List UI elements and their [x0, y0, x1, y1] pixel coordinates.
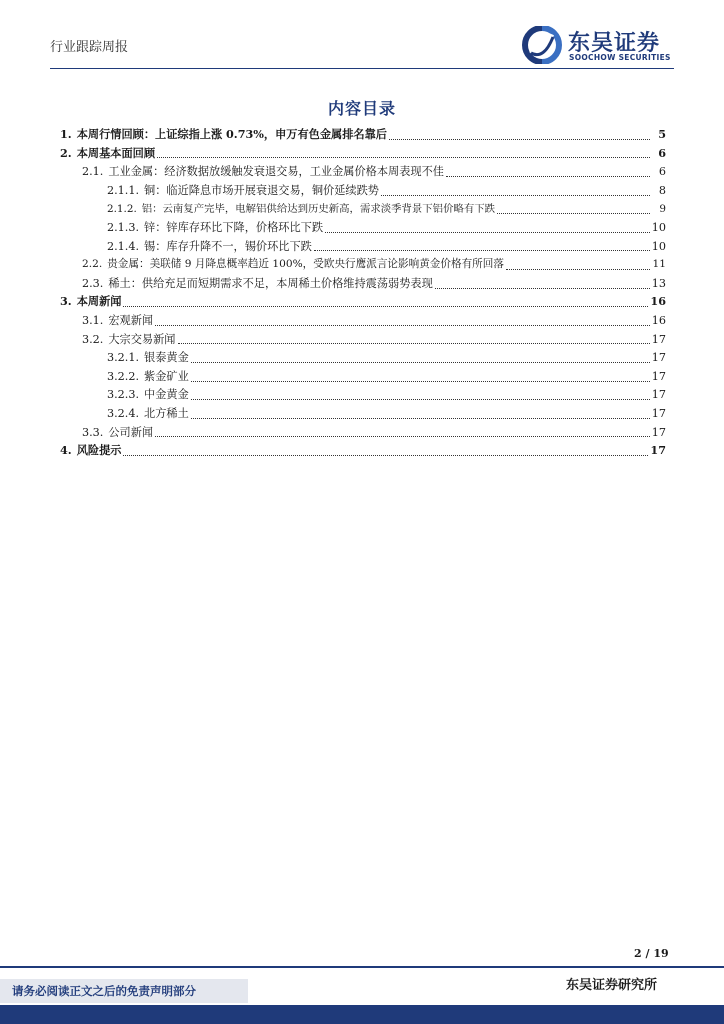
- disclaimer-text: 请务必阅读正文之后的免责声明部分: [12, 984, 196, 998]
- toc-entry[interactable]: [60, 293, 666, 312]
- toc-entry-title: 铜：临近降息市场开展衰退交易，铜价延续跌势: [144, 183, 379, 197]
- toc-entry-page: 13: [651, 276, 666, 290]
- toc-entry-number: 2.: [60, 145, 72, 160]
- toc-dot-leader: [178, 343, 650, 344]
- toc-entry[interactable]: [60, 126, 666, 145]
- toc-entry-page: 17: [651, 388, 666, 402]
- toc-entry-page: 16: [650, 294, 666, 309]
- toc-dot-leader: [191, 418, 650, 419]
- footer-band: [0, 1005, 724, 1024]
- toc-dot-leader: [191, 399, 650, 400]
- toc-entry[interactable]: [60, 238, 666, 257]
- toc-entry[interactable]: [60, 368, 666, 387]
- toc-entry[interactable]: [60, 145, 666, 164]
- toc-entry-number: 2.2.: [82, 258, 103, 271]
- toc-entry-title: 宏观新闻: [108, 313, 154, 327]
- toc-entry-title: 稀土：供给充足而短期需求不足，本周稀土价格维持震荡弱势表现: [108, 276, 433, 290]
- toc-entry-number: 2.1.2.: [107, 203, 137, 216]
- toc-entry[interactable]: [60, 424, 666, 443]
- toc-entry-number: 3.2.2.: [107, 369, 140, 383]
- company-logo: [522, 26, 682, 66]
- toc-entry-title: 本周基本面回顾: [76, 145, 156, 160]
- toc-entry-title: 本周行情回顾：上证综指上涨 0.73%，申万有色金属排名靠后: [76, 127, 387, 141]
- toc-dot-leader: [314, 250, 650, 251]
- disclaimer-banner: [0, 979, 248, 1003]
- toc-entry-number: 3.2.1.: [107, 351, 140, 365]
- toc-entry-number: 2.1.: [82, 165, 104, 179]
- logo-chinese-name: 东吴证券: [568, 31, 661, 56]
- toc-dot-leader: [381, 195, 650, 196]
- footer-divider: [0, 966, 724, 968]
- document-type-label: 行业跟踪周报: [50, 40, 129, 55]
- toc-dot-leader: [325, 232, 650, 233]
- toc-entry[interactable]: [60, 256, 666, 275]
- toc-entry-title: 风险提示: [76, 443, 122, 458]
- toc-dot-leader: [435, 288, 650, 289]
- table-of-contents: [60, 126, 666, 461]
- toc-entry-page: 17: [650, 443, 666, 458]
- toc-entry-page: 6: [658, 145, 666, 160]
- toc-entry[interactable]: [60, 163, 666, 182]
- toc-entry-number: 2.3.: [82, 276, 104, 290]
- toc-entry-number: 3.: [60, 294, 72, 309]
- toc-entry-title: 公司新闻: [108, 425, 154, 439]
- toc-entry-title: 紫金矿业: [144, 369, 189, 383]
- toc-entry-page: 8: [658, 183, 666, 197]
- logo-english-name: SOOCHOW SECURITIES: [569, 53, 671, 62]
- toc-entry-title: 中金黄金: [144, 388, 189, 402]
- toc-entry[interactable]: [60, 200, 666, 219]
- toc-entry-number: 2.1.3.: [107, 220, 140, 234]
- toc-entry-page: 9: [659, 203, 666, 216]
- toc-entry-title: 锌：锌库存环比下降，价格环比下跌: [144, 220, 324, 234]
- toc-entry-title: 铝：云南复产完毕，电解铝供给达到历史新高，需求淡季背景下铝价略有下跌: [141, 203, 496, 216]
- toc-entry-page: 10: [651, 239, 666, 253]
- toc-dot-leader: [123, 455, 648, 456]
- toc-entry-title: 贵金属：美联储 9 月降息概率趋近 100%，受欧央行鹰派言论影响黄金价格有所回落: [107, 258, 504, 271]
- toc-entry[interactable]: [60, 442, 666, 461]
- toc-entry-number: 3.2.4.: [107, 406, 140, 420]
- toc-entry[interactable]: [60, 386, 666, 405]
- toc-entry[interactable]: [60, 182, 666, 201]
- toc-entry[interactable]: [60, 312, 666, 331]
- page-number: 2 / 19: [634, 947, 669, 960]
- toc-entry-title: 北方稀土: [144, 406, 189, 420]
- toc-entry-number: 2.1.4.: [107, 239, 140, 253]
- toc-entry-number: 3.3.: [82, 425, 104, 439]
- toc-entry-title: 锡：库存升降不一，锡价环比下跌: [144, 239, 312, 253]
- toc-entry-number: 3.1.: [82, 313, 104, 327]
- toc-entry-title: 大宗交易新闻: [108, 332, 176, 346]
- toc-entry-number: 3.2.3.: [107, 388, 140, 402]
- header-divider: [50, 68, 674, 69]
- toc-dot-leader: [191, 362, 650, 363]
- toc-entry-title: 工业金属：经济数据放缓触发衰退交易，工业金属价格本周表现不佳: [108, 165, 444, 179]
- toc-dot-leader: [446, 176, 650, 177]
- toc-entry-number: 3.2.: [82, 332, 104, 346]
- toc-entry-page: 5: [658, 127, 666, 141]
- toc-dot-leader: [155, 325, 650, 326]
- toc-entry[interactable]: [60, 219, 666, 238]
- toc-dot-leader: [123, 306, 648, 307]
- toc-entry[interactable]: [60, 331, 666, 350]
- toc-entry[interactable]: [60, 349, 666, 368]
- toc-dot-leader: [506, 269, 650, 270]
- toc-entry-page: 11: [652, 258, 666, 271]
- toc-dot-leader: [157, 157, 650, 158]
- toc-entry-number: 1.: [60, 127, 72, 141]
- toc-entry-page: 10: [651, 220, 666, 234]
- footer-organization: 东吴证券研究所: [566, 978, 658, 993]
- toc-entry-page: 17: [651, 351, 666, 365]
- toc-entry-number: 2.1.1.: [107, 183, 140, 197]
- toc-dot-leader: [155, 436, 650, 437]
- toc-dot-leader: [191, 381, 650, 382]
- toc-entry-page: 6: [658, 165, 666, 179]
- toc-entry-page: 17: [651, 425, 666, 439]
- toc-entry-title: 本周新闻: [76, 294, 122, 309]
- toc-entry-page: 17: [651, 406, 666, 420]
- toc-entry-page: 16: [651, 313, 666, 327]
- toc-entry[interactable]: [60, 405, 666, 424]
- toc-entry-number: 4.: [60, 443, 72, 458]
- toc-dot-leader: [389, 139, 650, 140]
- soochow-logo-icon: [522, 26, 562, 64]
- toc-entry-title: 银泰黄金: [144, 351, 189, 365]
- toc-title: 内容目录: [327, 99, 396, 118]
- toc-entry-page: 17: [651, 332, 666, 346]
- toc-dot-leader: [497, 213, 650, 214]
- toc-entry-page: 17: [651, 369, 666, 383]
- toc-entry[interactable]: [60, 275, 666, 294]
